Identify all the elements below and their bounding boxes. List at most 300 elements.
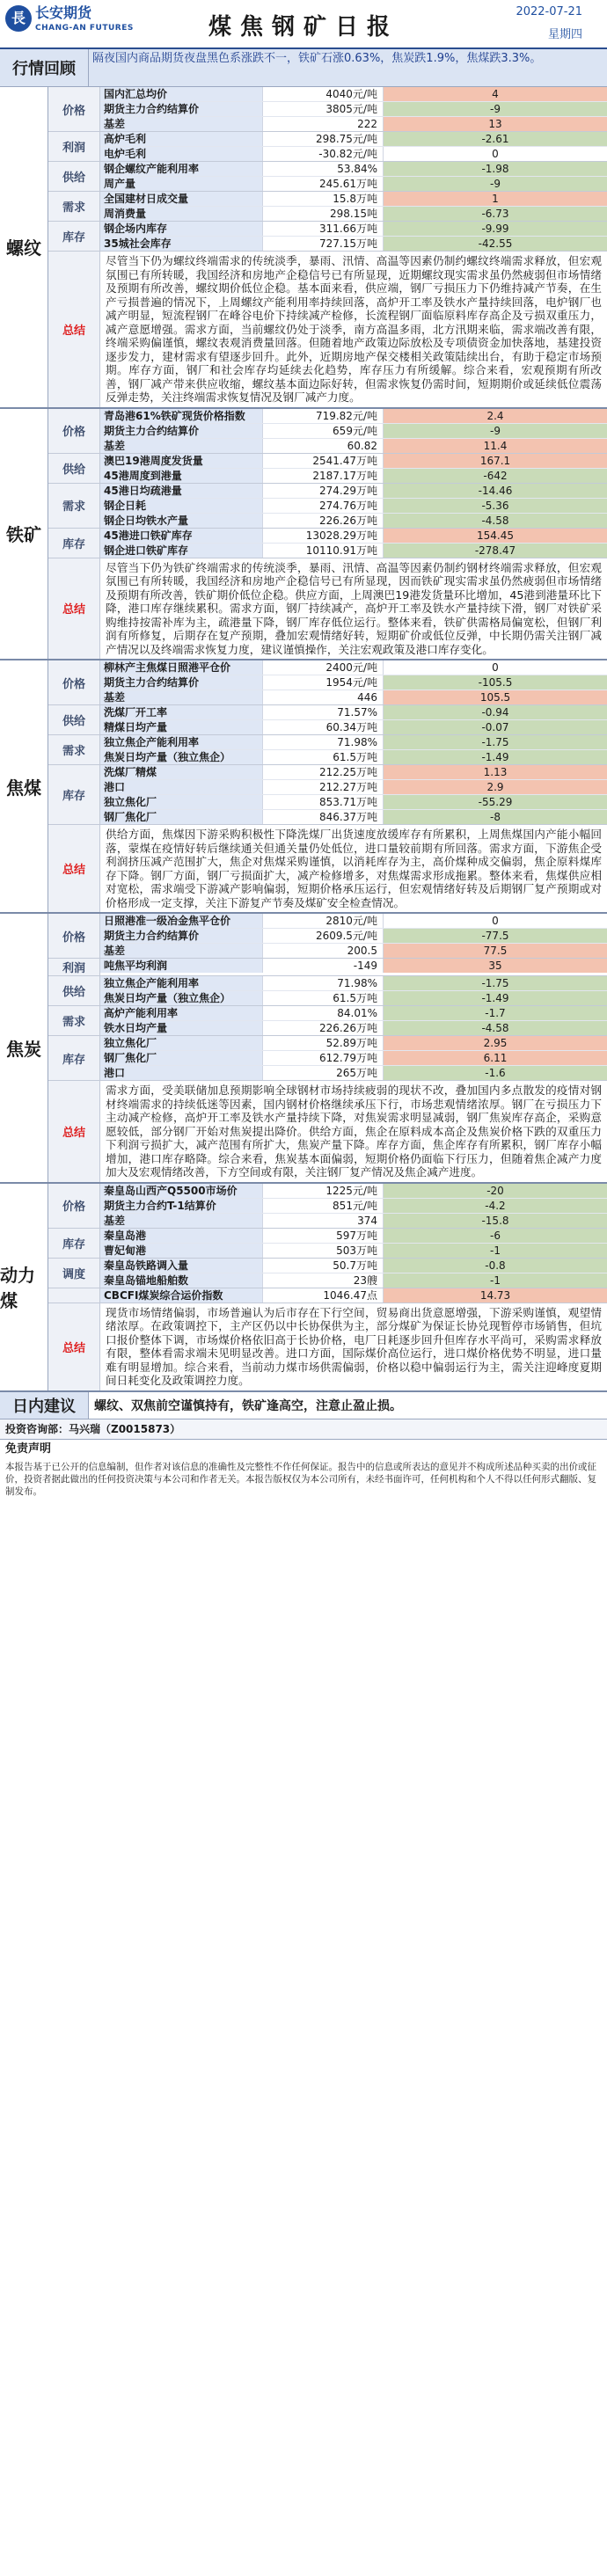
group-category: 调度 — [48, 1259, 100, 1288]
indicator-change: -9 — [383, 424, 607, 438]
indicator-value: 851元/吨 — [262, 1199, 383, 1213]
indicator-value: 222 — [262, 117, 383, 131]
table-row — [100, 192, 607, 207]
table-row — [100, 1199, 607, 1214]
table-row — [100, 690, 607, 704]
indicator-value: 245.61万吨 — [262, 177, 383, 191]
indicator-group — [48, 1036, 607, 1081]
indicator-name: 全国建材日成交量 — [100, 192, 262, 206]
indicator-change: -2.61 — [383, 132, 607, 146]
group-category: 库存 — [48, 222, 100, 251]
indicator-change: -5.36 — [383, 499, 607, 513]
indicator-name: 45港周度到港量 — [100, 469, 262, 483]
indicator-change: -77.5 — [383, 929, 607, 943]
indicator-name: 日照港准一级冶金焦平仓价 — [100, 914, 262, 928]
indicator-value: 10110.91万吨 — [262, 544, 383, 558]
table-row — [100, 544, 607, 558]
indicator-name: 澳巴19港周度发货量 — [100, 454, 262, 468]
indicator-value: 298.15吨 — [262, 207, 383, 221]
indicator-name: 钢企螺纹产能利用率 — [100, 162, 262, 176]
section-summary — [48, 1303, 607, 1390]
table-row — [100, 720, 607, 734]
indicator-change: -4.58 — [383, 1021, 607, 1035]
report-header — [0, 0, 607, 49]
indicator-group — [48, 765, 607, 825]
indicator-value: 60.34万吨 — [262, 720, 383, 734]
group-category: 库存 — [48, 1036, 100, 1080]
indicator-value: 52.89万吨 — [262, 1036, 383, 1050]
summary-text: 尽管当下仍为螺纹终端需求的传统淡季，暴雨、汛情、高温等因素仍制约螺纹终端需求释放，但宏观氛围已有所转暖，我国经济和房地产企稳信号已有所显现，近期螺纹现实需求虽仍然疲弱但市场情绪及预期有所改善，螺纹期价低位企稳。基本面来看，供应端，钢厂亏损压力下仍维持减产节奏，在生产亏损普遍的情况下，上周螺纹产能利用率持续回落，高炉开工率及铁水产量持续回落，电炉钢厂也减产明显，短流程钢厂在峰谷电价下持续减产检修，长流程钢厂面临原料库存高企及亏损双重压力，减产意愿增强。需求方面，当前螺纹仍处于淡季，南方高温多雨，北方汛期来临，需求端改善有限，终端采购偏谨慎，螺纹表观消费量回落。但随着地产政策边际放松及专项债资金加快落地，基建投资逐步发力，建材需求有望逐步回升。此外，近期房地产保交楼相关政策陆续出台，有助于稳定市场预期。库存方面，钢厂和社会库存均延续去化趋势，库存压力有所缓解。综合来看，宏观预期有所改善，钢厂减产带来供应收缩，螺纹基本面边际好转，但需求恢复仍需时间，短期期价或延续低位震荡反弹走势，关注终端需求恢复情况及钢厂减产力度。 — [106, 254, 602, 404]
indicator-value: 71.57% — [262, 705, 383, 719]
table-row — [100, 959, 607, 973]
indicator-value: 298.75元/吨 — [262, 132, 383, 146]
indicator-change: 6.11 — [383, 1051, 607, 1065]
indicator-change: -20 — [383, 1184, 607, 1198]
indicator-group — [48, 976, 607, 1006]
table-row — [100, 117, 607, 131]
indicator-value: 597万吨 — [262, 1229, 383, 1243]
indicator-name: 柳林产主焦煤日照港平仓价 — [100, 660, 262, 675]
indicator-value: 60.82 — [262, 439, 383, 453]
sections-container — [0, 87, 607, 1392]
section-body — [48, 409, 607, 660]
group-category: 价格 — [48, 409, 100, 453]
market-review-text: 隔夜国内商品期货夜盘黑色系涨跌不一，铁矿石涨0.63%，焦炭跌1.9%，焦煤跌3.3%。 — [89, 49, 607, 86]
indicator-change: -8 — [383, 810, 607, 824]
indicator-value: 853.71万吨 — [262, 795, 383, 809]
section-name: 焦煤 — [0, 660, 48, 912]
table-row — [100, 1214, 607, 1228]
table-row — [100, 780, 607, 795]
table-row — [100, 484, 607, 499]
table-row — [100, 514, 607, 528]
indicator-value: -30.82元/吨 — [262, 147, 383, 161]
indicator-rows — [100, 959, 607, 975]
section-summary — [48, 1081, 607, 1182]
group-category: 利润 — [48, 132, 100, 161]
summary-text: 供给方面，焦煤因下游采购积极性下降洗煤厂出货速度放缓库存有所累积，上周焦煤国内产能小幅回落，蒙煤在疫情好转后继续通关但通关量仍处低位，进口量较前期有所回落。需求方面，下游焦企受利润挤压减产范围扩大，焦企对焦煤采购谨慎，以消耗库存为主，高价煤种成交偏弱，焦企原料煤库存下降。钢厂方面，钢厂亏损面扩大，减产检修增多，对焦煤需求形成拖累。整体来看，焦煤供应相对宽松，需求端受下游减产影响偏弱，短期价格承压运行，但宏观情绪好转及后期钢厂复产预期或对价格形成一定支撑，关注下游复产节奏及煤矿安全检查情况。 — [106, 828, 602, 909]
section-body — [48, 914, 607, 1182]
indicator-change: 2.4 — [383, 409, 607, 423]
indicator-name: 周产量 — [100, 177, 262, 191]
summary-text: 现货市场情绪偏弱，市场普遍认为后市存在下行空间，贸易商出货意愿增强，下游采购谨慎，观望情绪浓厚。在政策调控下，主产区仍以中长协保供为主，部分煤矿为保证长协兑现暂停市场销售，但坑口报价整体下调，市场煤价格依旧高于长协价格，电厂日耗逐步回升但库存水平尚可，采购需求释放有限，整体看需求端未见明显改善。进口方面，国际煤价高位运行，进口煤价格优势不明显，进口量难有明显增加。综合来看，当前动力煤市场供需偏弱，价格以稳中偏弱运行为主，需关注迎峰度夏期间日耗变化及政策调控力度。 — [106, 1305, 602, 1387]
group-category: 供给 — [48, 162, 100, 191]
indicator-group — [48, 1288, 607, 1303]
table-row — [100, 1184, 607, 1199]
table-row — [100, 991, 607, 1005]
indicator-value: 2400元/吨 — [262, 660, 383, 675]
indicator-name: 周消费量 — [100, 207, 262, 221]
indicator-group — [48, 192, 607, 222]
table-row — [100, 147, 607, 161]
indicator-value: 2609.5元/吨 — [262, 929, 383, 943]
indicator-change: -9.99 — [383, 222, 607, 236]
table-row — [100, 207, 607, 221]
summary-label: 总结 — [48, 1303, 100, 1390]
indicator-group — [48, 87, 607, 132]
table-row — [100, 102, 607, 117]
market-review — [0, 49, 607, 87]
table-row — [100, 1066, 607, 1080]
indicator-name: 高炉毛利 — [100, 132, 262, 146]
indicator-change: -0.8 — [383, 1259, 607, 1273]
indicator-change: -1.49 — [383, 991, 607, 1005]
table-row — [100, 735, 607, 750]
indicator-value: 659元/吨 — [262, 424, 383, 438]
indicator-change: 35 — [383, 959, 607, 973]
indicator-group — [48, 1006, 607, 1036]
indicator-change: 14.73 — [383, 1288, 607, 1303]
brand-name-en: CHANG-AN FUTURES — [35, 24, 134, 33]
indicator-change: 1 — [383, 192, 607, 206]
indicator-change: 167.1 — [383, 454, 607, 468]
section-1 — [0, 409, 607, 661]
indicator-name: 高炉产能利用率 — [100, 1006, 262, 1020]
indicator-name: 秦皇岛铁路调入量 — [100, 1259, 262, 1273]
indicator-value: 727.15万吨 — [262, 237, 383, 251]
consultant-info: 投资咨询部：马兴瑞（Z0015873） — [0, 1419, 607, 1440]
indicator-name: 钢厂焦化厂 — [100, 810, 262, 824]
section-3 — [0, 914, 607, 1184]
indicator-name: 独立焦企产能利用率 — [100, 976, 262, 990]
table-row — [100, 132, 607, 147]
indicator-value: 71.98% — [262, 735, 383, 749]
indicator-name: 精煤日均产量 — [100, 720, 262, 734]
indicator-name: 焦炭日均产量（独立焦企） — [100, 750, 262, 764]
summary-label: 总结 — [48, 1081, 100, 1182]
section-summary — [48, 558, 607, 660]
section-4 — [0, 1184, 607, 1392]
section-name: 焦炭 — [0, 914, 48, 1182]
indicator-change: 13 — [383, 117, 607, 131]
indicator-name: 电炉毛利 — [100, 147, 262, 161]
indicator-value: 23艘 — [262, 1273, 383, 1288]
indicator-change: -15.8 — [383, 1214, 607, 1228]
table-row — [100, 409, 607, 424]
indicator-rows — [100, 735, 607, 764]
indicator-name: 钢企日均铁水产量 — [100, 514, 262, 528]
indicator-change: -1.75 — [383, 976, 607, 990]
indicator-value: 374 — [262, 1214, 383, 1228]
table-row — [100, 1006, 607, 1021]
disclaimer-text: 本报告基于已公开的信息编制，但作者对该信息的准确性及完整性不作任何保证。报告中的信息或所表达的意见并不构成所述品种买卖的出价或征价，投资者据此做出的任何投资决策与本公司和作者无关。本报告版权仅为本公司所有，未经书面许可，任何机构和个人不得以任何形式翻版、复制发布。 — [5, 1461, 596, 1497]
indicator-rows — [100, 1259, 607, 1288]
table-row — [100, 177, 607, 191]
table-row — [100, 944, 607, 958]
indicator-name: 期货主力合约结算价 — [100, 102, 262, 116]
indicator-name: 钢企日耗 — [100, 499, 262, 513]
indicator-group — [48, 1259, 607, 1288]
indicator-change: 105.5 — [383, 690, 607, 704]
group-category: 供给 — [48, 705, 100, 734]
indicator-name: 焦炭日均产量（独立焦企） — [100, 991, 262, 1005]
indicator-change: -55.29 — [383, 795, 607, 809]
intraday-advice-text: 螺纹、双焦前空谨慎持有，铁矿逢高空，注意止盈止损。 — [94, 1398, 402, 1413]
indicator-value: -149 — [262, 959, 383, 973]
summary-label: 总结 — [48, 558, 100, 660]
indicator-group — [48, 660, 607, 705]
indicator-group — [48, 132, 607, 162]
indicator-name: 秦皇岛山西产Q5500市场价 — [100, 1184, 262, 1198]
table-row — [100, 424, 607, 439]
group-category — [48, 1288, 100, 1303]
indicator-change: -0.07 — [383, 720, 607, 734]
indicator-change: 0 — [383, 914, 607, 928]
report-date: 2022-07-21 — [516, 5, 582, 18]
section-body — [48, 87, 607, 407]
section-0 — [0, 87, 607, 409]
indicator-rows — [100, 1184, 607, 1228]
indicator-rows — [100, 976, 607, 1005]
indicator-change: 154.45 — [383, 529, 607, 543]
indicator-name: 洗煤厂精煤 — [100, 765, 262, 779]
indicator-value: 3805元/吨 — [262, 102, 383, 116]
indicator-rows — [100, 705, 607, 734]
indicator-name: 港口 — [100, 1066, 262, 1080]
group-category: 需求 — [48, 735, 100, 764]
brand-name: 长安期货 — [35, 4, 92, 21]
indicator-name: 独立焦化厂 — [100, 795, 262, 809]
summary-label: 总结 — [48, 252, 100, 407]
indicator-value: 50.7万吨 — [262, 1259, 383, 1273]
group-category: 利润 — [48, 959, 100, 975]
indicator-group — [48, 735, 607, 765]
table-row — [100, 976, 607, 991]
indicator-change: 1.13 — [383, 765, 607, 779]
indicator-value: 1954元/吨 — [262, 675, 383, 690]
section-body — [48, 660, 607, 912]
indicator-name: 35城社会库存 — [100, 237, 262, 251]
indicator-rows — [100, 162, 607, 191]
indicator-value: 212.25万吨 — [262, 765, 383, 779]
indicator-group — [48, 484, 607, 529]
indicator-change: -1.75 — [383, 735, 607, 749]
indicator-value: 200.5 — [262, 944, 383, 958]
indicator-name: 港口 — [100, 780, 262, 794]
indicator-name: 曹妃甸港 — [100, 1244, 262, 1258]
indicator-value: 226.26万吨 — [262, 514, 383, 528]
market-review-label: 行情回顾 — [0, 49, 89, 86]
indicator-value: 61.5万吨 — [262, 750, 383, 764]
indicator-name: CBCFI煤炭综合运价指数 — [100, 1288, 262, 1303]
section-name: 螺纹 — [0, 87, 48, 407]
indicator-change: 2.95 — [383, 1036, 607, 1050]
indicator-change: -14.46 — [383, 484, 607, 498]
indicator-change: -642 — [383, 469, 607, 483]
indicator-name: 秦皇岛锚地船舶数 — [100, 1273, 262, 1288]
indicator-rows — [100, 1006, 607, 1035]
group-category: 供给 — [48, 454, 100, 483]
indicator-change: 2.9 — [383, 780, 607, 794]
indicator-group — [48, 222, 607, 252]
group-category: 库存 — [48, 529, 100, 558]
indicator-rows — [100, 454, 607, 483]
indicator-name: 期货主力合约T-1结算价 — [100, 1199, 262, 1213]
table-row — [100, 1051, 607, 1066]
indicator-name: 青岛港61%铁矿现货价格指数 — [100, 409, 262, 423]
summary-text: 尽管当下仍为铁矿终端需求的传统淡季，暴雨、汛情、高温等因素仍制约钢材终端需求释放，但宏观氛围已有所转暖，我国经济和房地产企稳信号已有所显现，因而铁矿现实需求虽仍然疲弱但市场情绪及预期有所改善，铁矿期价低位企稳。供应方面，上周澳巴19港发货量环比增加，45港到港量环比下降，港口库存继续累积。需求方面，钢厂持续减产，高炉开工率及铁水产量持续下滑，钢厂对铁矿采购维持按需补库为主，疏港量下降，钢厂库存低位运行。整体来看，铁矿供需格局偏宽松，但钢厂利润有所修复，后期存在复产预期，叠加宏观情绪好转，短期矿价或低位反弹，中长期仍需关注钢厂减产情况以及终端需求恢复力度，建议谨慎操作，关注宏观政策及港口库存变化。 — [106, 560, 602, 656]
indicator-value: 61.5万吨 — [262, 991, 383, 1005]
indicator-value: 503万吨 — [262, 1244, 383, 1258]
indicator-group — [48, 705, 607, 735]
indicator-value: 2541.47万吨 — [262, 454, 383, 468]
indicator-group — [48, 959, 607, 976]
indicator-rows — [100, 529, 607, 558]
table-row — [100, 469, 607, 483]
indicator-name: 基差 — [100, 1214, 262, 1228]
table-row — [100, 1036, 607, 1051]
table-row — [100, 660, 607, 675]
indicator-group — [48, 162, 607, 192]
table-row — [100, 675, 607, 690]
indicator-name: 基差 — [100, 690, 262, 704]
indicator-name: 洗煤厂开工率 — [100, 705, 262, 719]
intraday-advice-label: 日内建议 — [0, 1392, 89, 1419]
indicator-value: 13028.29万吨 — [262, 529, 383, 543]
table-row — [100, 162, 607, 177]
indicator-name: 钢企进口铁矿库存 — [100, 544, 262, 558]
indicator-change: 0 — [383, 660, 607, 675]
group-category: 需求 — [48, 484, 100, 528]
indicator-value: 265万吨 — [262, 1066, 383, 1080]
indicator-change: -1 — [383, 1244, 607, 1258]
indicator-value: 446 — [262, 690, 383, 704]
indicator-value: 4040元/吨 — [262, 87, 383, 101]
indicator-value: 612.79万吨 — [262, 1051, 383, 1065]
indicator-rows — [100, 409, 607, 453]
table-row — [100, 1229, 607, 1244]
indicator-value: 719.82元/吨 — [262, 409, 383, 423]
table-row — [100, 499, 607, 514]
report-title: 煤焦钢矿日报 — [208, 14, 399, 40]
indicator-change: -105.5 — [383, 675, 607, 690]
indicator-change: -1.6 — [383, 1066, 607, 1080]
indicator-name: 铁水日均产量 — [100, 1021, 262, 1035]
summary-text: 需求方面，受美联储加息预期影响全球钢材市场持续疲弱的现状不改，叠加国内多点散发的疫情对钢材终端需求的持续低迷等因素，国内钢材价格继续承压下行，市场悲观情绪浓厚。钢厂在亏损压力下主动减产检修，高炉开工率及铁水产量持续下降，对焦炭需求明显减弱，钢厂焦炭库存高企，采购意愿较低，部分钢厂开始对焦炭提出降价。供给方面，焦企在原料成本高企及焦炭价格下跌的双重压力下利润亏损扩大，减产范围有所扩大，焦炭产量下降。库存方面，焦企库存有所累积，钢厂库存小幅增加，港口库存略降。综合来看，焦炭基本面偏弱，短期价格仍面临下行压力，但随着焦企减产力度加大及宏观情绪改善，下方空间或有限，关注钢厂复产情况及焦企减产进度。 — [106, 1084, 602, 1179]
indicator-value: 311.66万吨 — [262, 222, 383, 236]
table-row — [100, 1244, 607, 1258]
indicator-value: 71.98% — [262, 976, 383, 990]
indicator-value: 226.26万吨 — [262, 1021, 383, 1035]
group-category: 需求 — [48, 192, 100, 221]
indicator-change: 77.5 — [383, 944, 607, 958]
indicator-rows — [100, 914, 607, 958]
indicator-rows — [100, 765, 607, 824]
indicator-change: -278.47 — [383, 544, 607, 558]
indicator-change: -4.58 — [383, 514, 607, 528]
indicator-change: 0 — [383, 147, 607, 161]
table-row — [100, 795, 607, 810]
section-name: 动力煤 — [0, 1184, 48, 1390]
indicator-change: -9 — [383, 177, 607, 191]
section-2 — [0, 660, 607, 914]
group-category: 库存 — [48, 1229, 100, 1258]
table-row — [100, 1288, 607, 1303]
indicator-name: 国内汇总均价 — [100, 87, 262, 101]
indicator-name: 基差 — [100, 439, 262, 453]
table-row — [100, 929, 607, 944]
indicator-change: -1.7 — [383, 1006, 607, 1020]
indicator-group — [48, 914, 607, 959]
indicator-name: 基差 — [100, 117, 262, 131]
indicator-rows — [100, 1229, 607, 1258]
indicator-value: 274.76万吨 — [262, 499, 383, 513]
indicator-name: 秦皇岛港 — [100, 1229, 262, 1243]
indicator-rows — [100, 132, 607, 161]
indicator-name: 期货主力合约结算价 — [100, 929, 262, 943]
group-category: 库存 — [48, 765, 100, 824]
section-summary — [48, 252, 607, 407]
indicator-rows — [100, 1036, 607, 1080]
table-row — [100, 439, 607, 453]
table-row — [100, 705, 607, 720]
table-row — [100, 810, 607, 824]
indicator-group — [48, 409, 607, 454]
group-category: 价格 — [48, 87, 100, 131]
indicator-name: 吨焦平均利润 — [100, 959, 262, 973]
table-row — [100, 750, 607, 764]
table-row — [100, 222, 607, 237]
indicator-change: 4 — [383, 87, 607, 101]
indicator-name: 期货主力合约结算价 — [100, 675, 262, 690]
indicator-change: 11.4 — [383, 439, 607, 453]
table-row — [100, 237, 607, 251]
indicator-value: 1046.47点 — [262, 1288, 383, 1303]
group-category: 需求 — [48, 1006, 100, 1035]
section-summary — [48, 825, 607, 912]
indicator-rows — [100, 1288, 607, 1303]
indicator-change: -6.73 — [383, 207, 607, 221]
indicator-change: -6 — [383, 1229, 607, 1243]
indicator-group — [48, 454, 607, 484]
table-row — [100, 1259, 607, 1273]
indicator-change: -1.49 — [383, 750, 607, 764]
group-category: 价格 — [48, 914, 100, 958]
indicator-change: -0.94 — [383, 705, 607, 719]
indicator-rows — [100, 484, 607, 528]
indicator-value: 846.37万吨 — [262, 810, 383, 824]
indicator-name: 基差 — [100, 944, 262, 958]
indicator-name: 钢厂焦化厂 — [100, 1051, 262, 1065]
table-row — [100, 1021, 607, 1035]
indicator-value: 2810元/吨 — [262, 914, 383, 928]
table-row — [100, 1273, 607, 1288]
section-body — [48, 1184, 607, 1390]
summary-label: 总结 — [48, 825, 100, 912]
indicator-value: 212.27万吨 — [262, 780, 383, 794]
disclaimer-title: 免责声明 — [5, 1441, 52, 1456]
indicator-change: -1.98 — [383, 162, 607, 176]
indicator-name: 独立焦化厂 — [100, 1036, 262, 1050]
indicator-rows — [100, 192, 607, 221]
intraday-advice — [0, 1392, 607, 1419]
table-row — [100, 529, 607, 544]
indicator-name: 45港进口铁矿库存 — [100, 529, 262, 543]
indicator-rows — [100, 222, 607, 251]
company-logo: 長 — [5, 5, 32, 32]
table-row — [100, 914, 607, 929]
indicator-value: 274.29万吨 — [262, 484, 383, 498]
indicator-group — [48, 1184, 607, 1229]
table-row — [100, 765, 607, 780]
indicator-rows — [100, 660, 607, 704]
indicator-change: -42.55 — [383, 237, 607, 251]
group-category: 价格 — [48, 1184, 100, 1228]
indicator-value: 15.8万吨 — [262, 192, 383, 206]
indicator-name: 钢企场内库存 — [100, 222, 262, 236]
indicator-change: -4.2 — [383, 1199, 607, 1213]
indicator-name: 45港日均疏港量 — [100, 484, 262, 498]
